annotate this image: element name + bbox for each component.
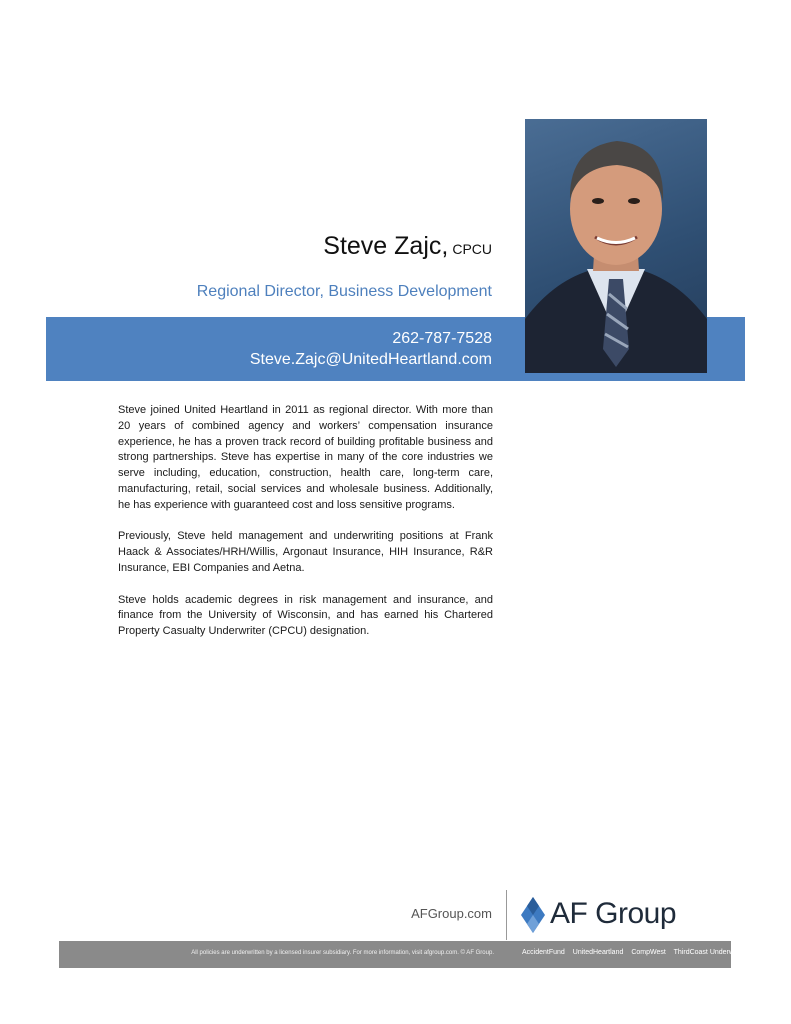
bio-paragraph: Steve joined United Heartland in 2011 as regional director. With more than 20 years of combined agency and workers’ compensation insurance experience, he has a proven track record of building profitable business and strong partnerships. Steve has expertise in many of the core industries we serve including, education, construction, health care, long-term care, manufacturing, retail, social services and wholesale business. Additionally, he has experience with guaranteed cost and loss sensitive programs. [118,404,493,511]
united-heartland-logo: UnitedHeartland [572,949,624,956]
footer-divider [506,890,507,940]
compwest-logo: CompWest [631,949,666,956]
job-title: Regional Director, Business Development [196,283,492,300]
bio-paragraph: Previously, Steve held management and underwriting positions at Frank Haack & Associates/HRH/Willis, Argonaut Insurance, HIH Insurance, R&R Insurance, EBI Companies and Aetna. [118,530,493,574]
portrait-illustration [525,119,707,373]
disclaimer: All policies are underwritten by a licensed insurer subsidiary. For more information, visit afgroup.com. © AF Group. [191,950,494,956]
phone-number[interactable]: 262-787-7528 [392,330,492,347]
third-coast-logo: ThirdCoast Underwriters [673,949,750,956]
bio-paragraph: Steve holds academic degrees in risk management and insurance, and finance from the University of Wisconsin, and has earned his Chartered Property Casualty Underwriter (CPCU) designation. [118,593,493,638]
email-link[interactable]: Steve.Zajc@UnitedHeartland.com [249,351,492,368]
portrait-photo [525,119,707,373]
website-link[interactable]: AFGroup.com [411,906,492,921]
person-name: Steve Zajc, CPCU [323,232,492,260]
accident-fund-logo: AccidentFund [522,949,565,956]
af-group-logo-text: AF Group [550,897,677,930]
biography [118,403,493,656]
credential: CPCU [452,241,492,257]
brand-logos [522,949,756,956]
